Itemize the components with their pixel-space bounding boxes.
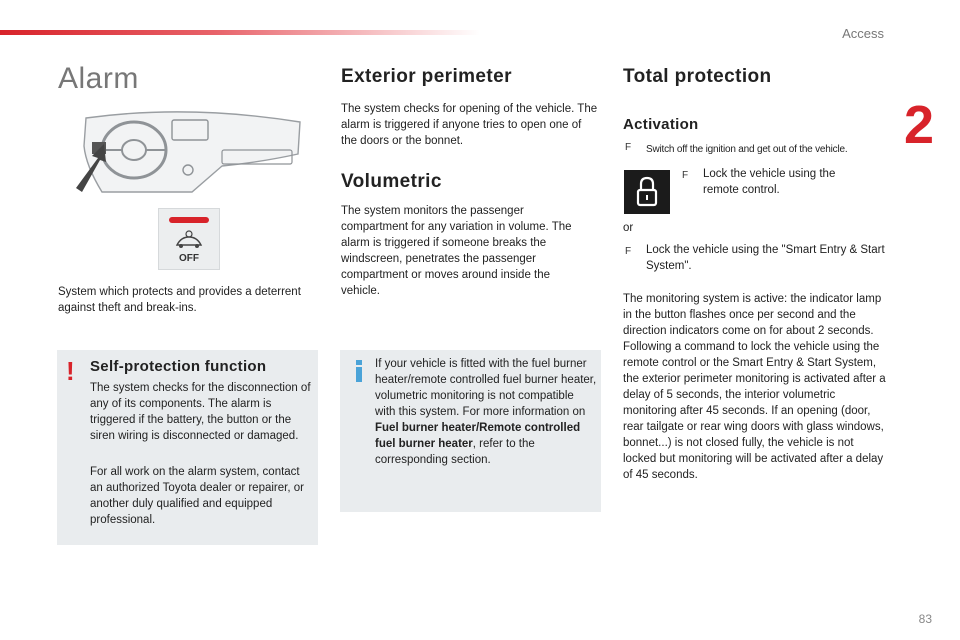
bullet-marker: F	[625, 142, 632, 153]
monitoring-description: The monitoring system is active: the indicator lamp in the button flashes once per second and the direction indicators come on for about 2 seconds. Following a command to lock the vehicle using the remote control or the Smart Entry & Start System, the exterior perimeter monitoring is activated after a delay of 5 seconds, the interior volumetric monitoring after 45 seconds. If an opening (door, rear tailgate or rear wing doors with glass windows, bonnet...) is not closed fully, the vehicle is not locked but monitoring will be activated after a delay of 45 seconds.	[623, 293, 886, 481]
activation-title: Activation	[623, 116, 699, 133]
alarm-intro: System which protects and provides a deterrent against theft and break-ins.	[58, 286, 301, 314]
bullet-marker: F	[682, 170, 689, 181]
activation-step-3: Lock the vehicle using the "Smart Entry & Start System".	[646, 244, 885, 272]
or-label: or	[623, 222, 634, 234]
exterior-perimeter-title: Exterior perimeter	[341, 66, 512, 87]
header-accent-bar	[0, 30, 480, 35]
alarm-off-button-illustration	[158, 208, 220, 270]
self-protection-text-1: The system checks for the disconnection of any of its components. The alarm is triggered if the battery, the button or the siren wiring is disconnected or damaged.	[90, 382, 311, 442]
chapter-number: 2	[904, 95, 935, 155]
svg-text:OFF: OFF	[179, 253, 199, 264]
fuel-heater-info-box	[340, 350, 601, 512]
activation-step-2: Lock the vehicle using the remote control.	[703, 168, 836, 196]
lock-button-tile	[624, 170, 670, 214]
exclamation-icon: !	[66, 356, 75, 386]
volumetric-text: The system monitors the passenger compartment for any variation in volume. The alarm is triggered if someone breaks the windscreen, penetrates the passenger compartment or moves around inside the vehicle.	[341, 205, 572, 297]
self-protection-text-2: For all work on the alarm system, contact an authorized Toyota dealer or repairer, or another duly qualified and equipped professional.	[90, 466, 304, 526]
dashboard-illustration	[72, 106, 304, 194]
alarm-button-icon	[159, 209, 219, 269]
volumetric-title: Volumetric	[341, 171, 442, 192]
fuel-heater-link-text: Fuel burner heater/Remote controlled fuel burner heater	[375, 422, 581, 450]
page-title: Alarm	[58, 62, 139, 95]
self-protection-title: Self-protection function	[90, 358, 267, 375]
self-protection-warning-box	[57, 350, 318, 545]
fuel-heater-info-text: If your vehicle is fitted with the fuel burner heater/remote controlled fuel burner heater, volumetric monitoring is not compatible with this system. For more information on Fuel burner heater/Remote controlled fuel burner heater, refer to the corresponding section.	[375, 358, 597, 466]
section-title: Access	[842, 26, 884, 41]
bullet-marker: F	[625, 246, 632, 257]
page-number: 83	[918, 612, 932, 626]
activation-step-1: Switch off the ignition and get out of the vehicle.	[646, 144, 848, 155]
total-protection-title: Total protection	[623, 66, 772, 87]
lock-icon	[624, 170, 670, 214]
info-icon	[350, 360, 368, 382]
exterior-perimeter-text: The system checks for opening of the vehicle. The alarm is triggered if anyone tries to open one of the doors or the bonnet.	[341, 103, 598, 147]
